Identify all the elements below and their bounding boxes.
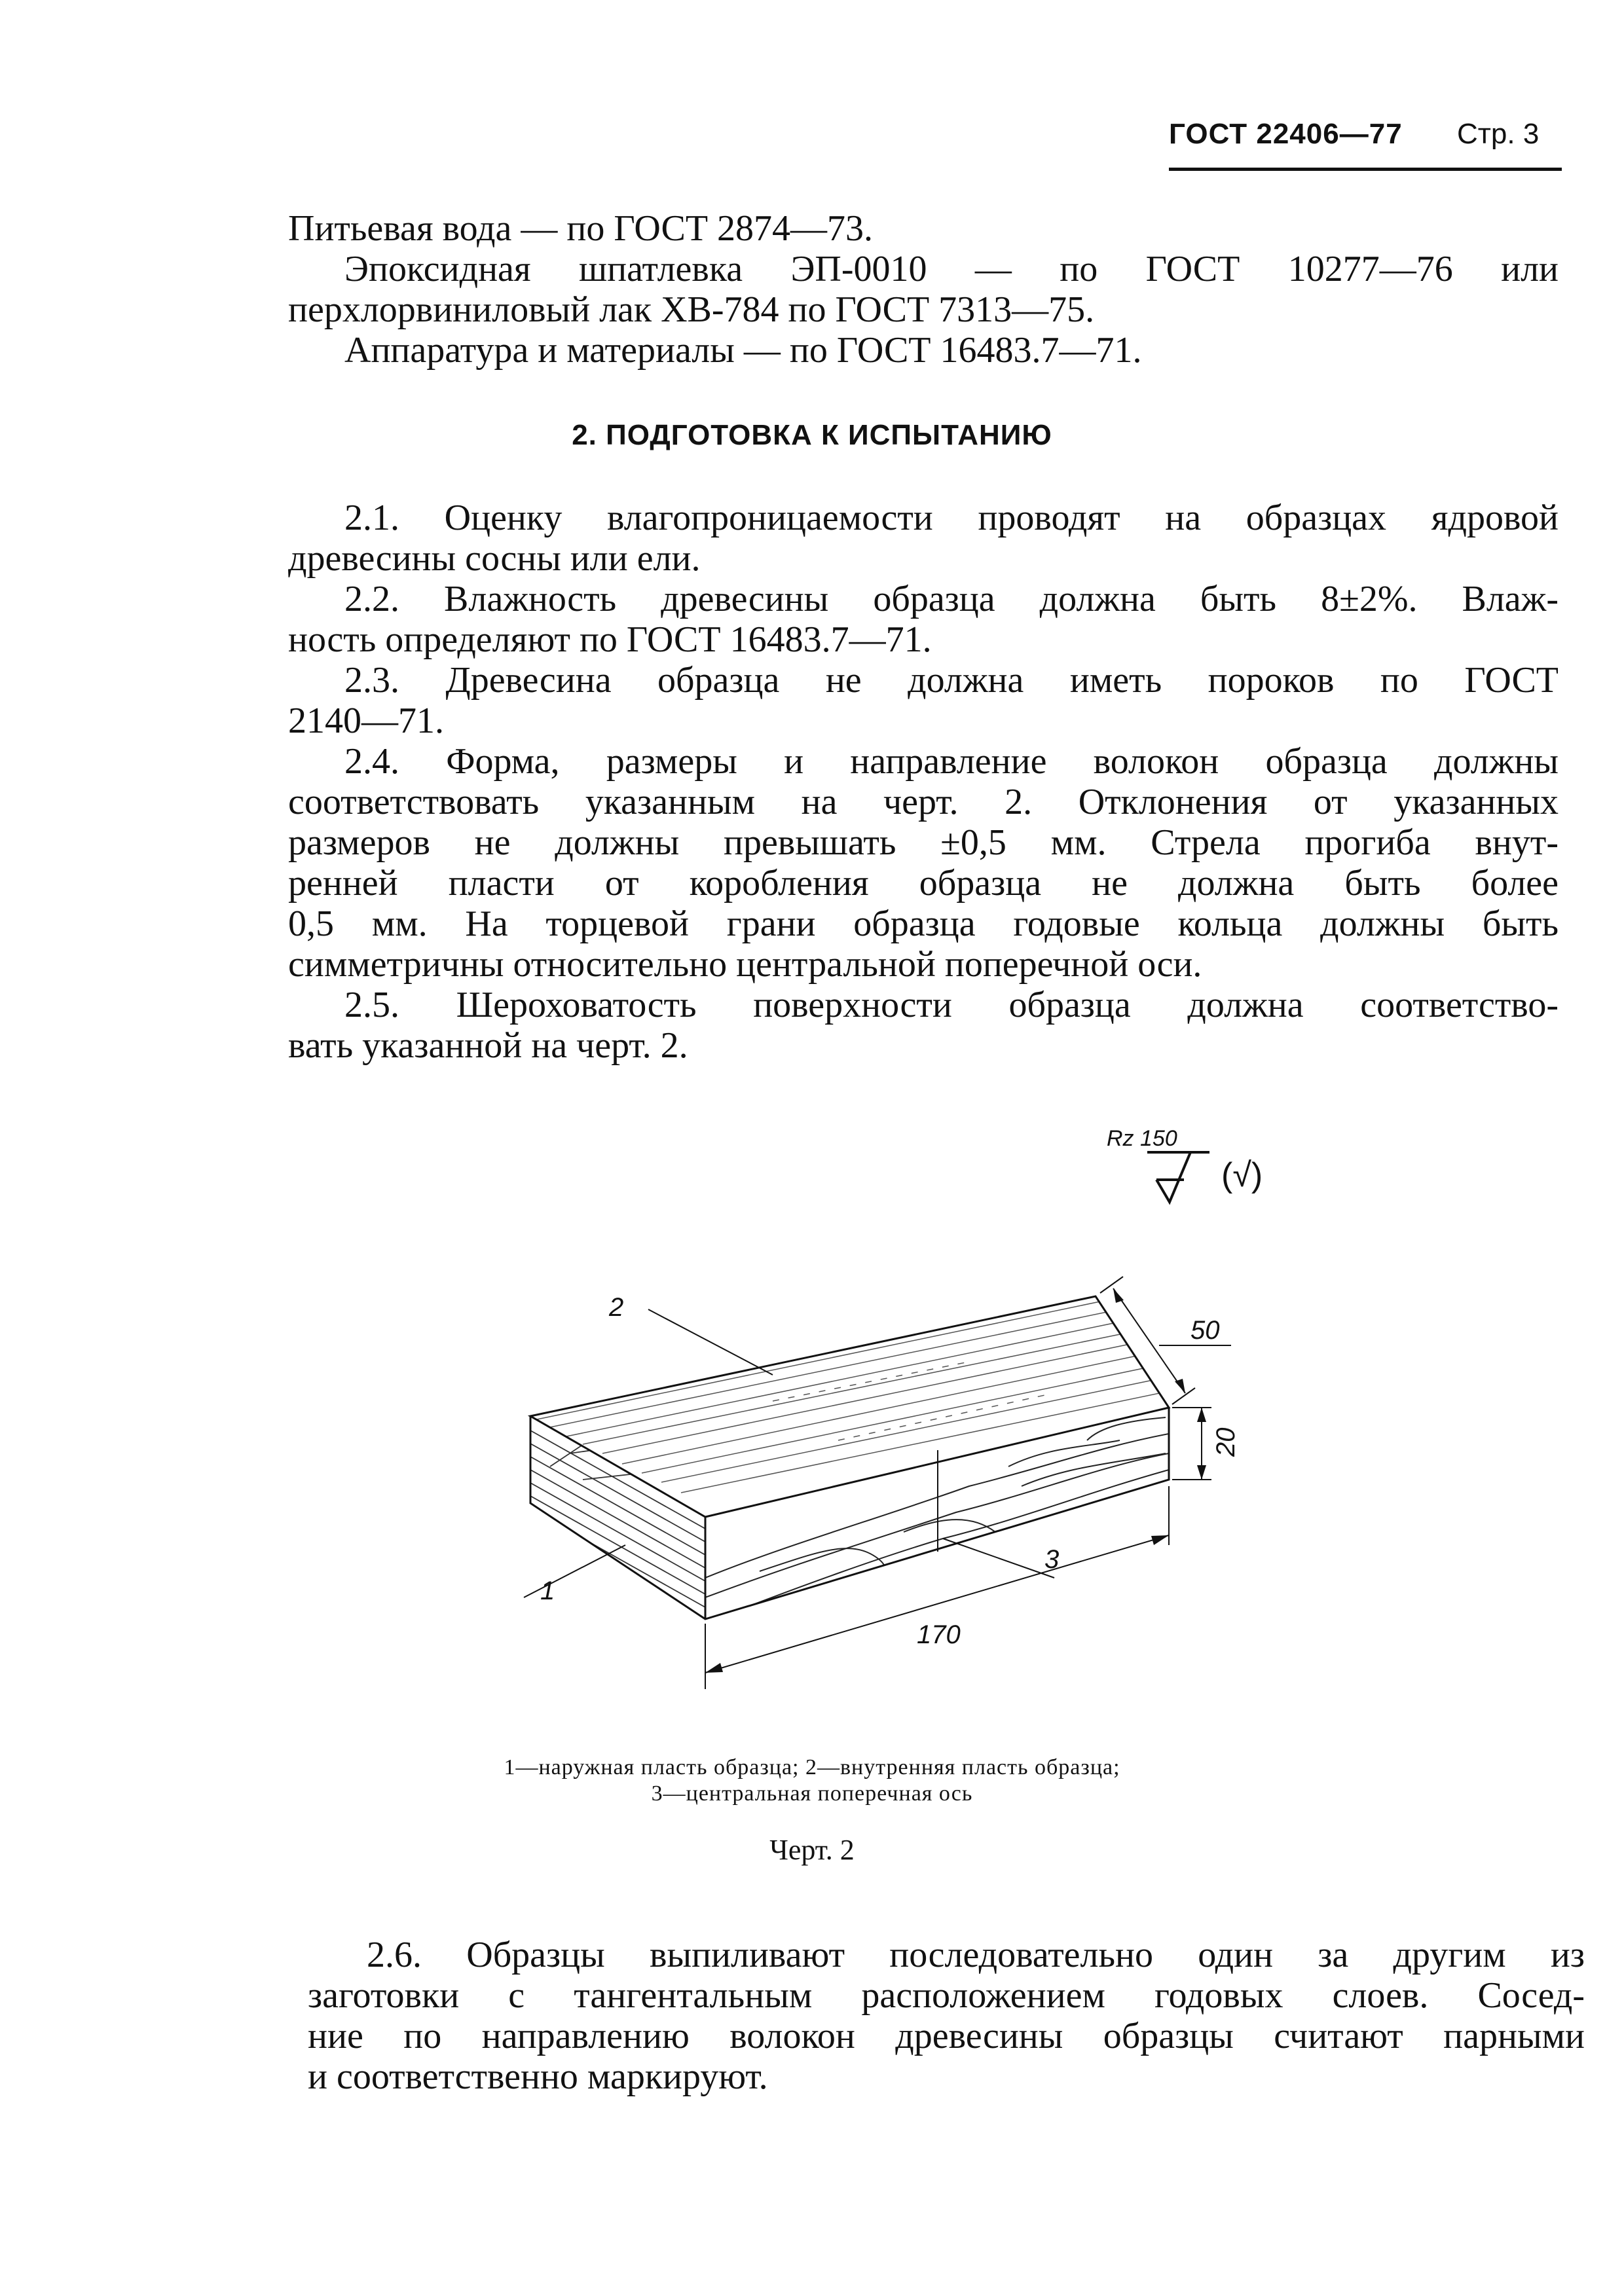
- section-title: 2. ПОДГОТОВКА К ИСПЫТАНИЮ: [572, 419, 1052, 451]
- dimension-width: 50: [1190, 1316, 1220, 1345]
- materials-line-4: Аппаратура и материалы — по ГОСТ 16483.7—71.: [344, 330, 1142, 371]
- paragraph-2-3-line-2: 2140—71.: [288, 701, 444, 741]
- specimen-drawing: [511, 1270, 1336, 1715]
- roughness-label: Rz 150: [1107, 1126, 1177, 1151]
- legend-line-2: 3—центральная поперечная ось: [651, 1781, 973, 1806]
- standard-number: ГОСТ 22406—77: [1169, 118, 1403, 150]
- paragraph-2-6-line-3: ние по направлению волокон древесины образцы считают парными: [308, 2016, 1585, 2056]
- paragraph-2-2-line-1: 2.2. Влажность древесины образца должна быть 8±2%. Влаж-: [344, 579, 1559, 619]
- paragraph-2-6-line-1: 2.6. Образцы выпиливают последовательно один за другим из: [367, 1935, 1585, 1975]
- paragraph-2-4-line-1: 2.4. Форма, размеры и направление волокон образца должны: [344, 741, 1559, 782]
- length-dimension-line: [705, 1535, 1169, 1673]
- materials-line-2: Эпоксидная шпатлевка ЭП-0010 — по ГОСТ 10277—76 или: [344, 249, 1559, 289]
- paragraph-2-6-line-2: заготовки с тангентальным расположением годовых слоев. Сосед-: [308, 1975, 1585, 2016]
- legend-line-1: 1—наружная пласть образца; 2—внутренняя пласть образца;: [504, 1755, 1120, 1779]
- leader-3: [943, 1539, 1054, 1578]
- top-face-grain: [537, 1302, 1166, 1493]
- paragraph-2-4-line-4: ренней пласти от коробления образца не должна быть более: [288, 863, 1559, 903]
- paragraph-2-3-line-1: 2.3. Древесина образца не должна иметь пороков по ГОСТ: [344, 660, 1559, 701]
- header-rule: [1169, 168, 1562, 171]
- page-number: Стр. 3: [1457, 118, 1540, 150]
- page-header: [1113, 118, 1565, 157]
- paragraph-2-1-line-1: 2.1. Оценку влагопроницаемости проводят на образцах ядровой: [344, 498, 1559, 538]
- roughness-symbol-icon: [1147, 1146, 1219, 1211]
- paragraph-2-1-line-2: древесины сосны или ели.: [288, 538, 701, 579]
- dimension-height: 20: [1211, 1427, 1240, 1457]
- specimen-figure: [511, 1270, 1336, 1715]
- paragraph-2-4-line-3: размеров не должны превышать ±0,5 мм. Стрела прогиба внут-: [288, 822, 1559, 863]
- label-1: 1: [540, 1576, 555, 1605]
- paragraph-2-4-line-6: симметричны относительно центральной поперечной оси.: [288, 944, 1202, 985]
- paragraph-2-5-line-1: 2.5. Шероховатость поверхности образца должна соответство-: [344, 985, 1559, 1025]
- paragraph-2-4-line-2: соответствовать указанным на черт. 2. Отклонения от указанных: [288, 782, 1559, 822]
- paragraph-2-2-line-2: ность определяют по ГОСТ 16483.7—71.: [288, 619, 932, 660]
- dimension-length: 170: [917, 1620, 961, 1649]
- paragraph-2-4-line-5: 0,5 мм. На торцевой грани образца годовые кольца должны быть: [288, 903, 1559, 944]
- materials-line-3: перхлорвиниловый лак ХВ-784 по ГОСТ 7313—75.: [288, 289, 1095, 330]
- materials-line-1: Питьевая вода — по ГОСТ 2874—73.: [288, 208, 874, 249]
- roughness-mark: [1107, 1126, 1303, 1211]
- leader-1: [524, 1545, 625, 1597]
- paragraph-2-5-line-2: вать указанной на черт. 2.: [288, 1025, 688, 1066]
- roughness-paren-symbol: (√): [1221, 1156, 1263, 1194]
- figure-caption: Черт. 2: [769, 1834, 855, 1866]
- label-2: 2: [609, 1293, 624, 1322]
- paragraph-2-6-line-4: и соответственно маркируют.: [308, 2056, 768, 2097]
- label-3: 3: [1044, 1545, 1060, 1574]
- figure-legend: [0, 1755, 1624, 1807]
- leader-2: [648, 1309, 773, 1375]
